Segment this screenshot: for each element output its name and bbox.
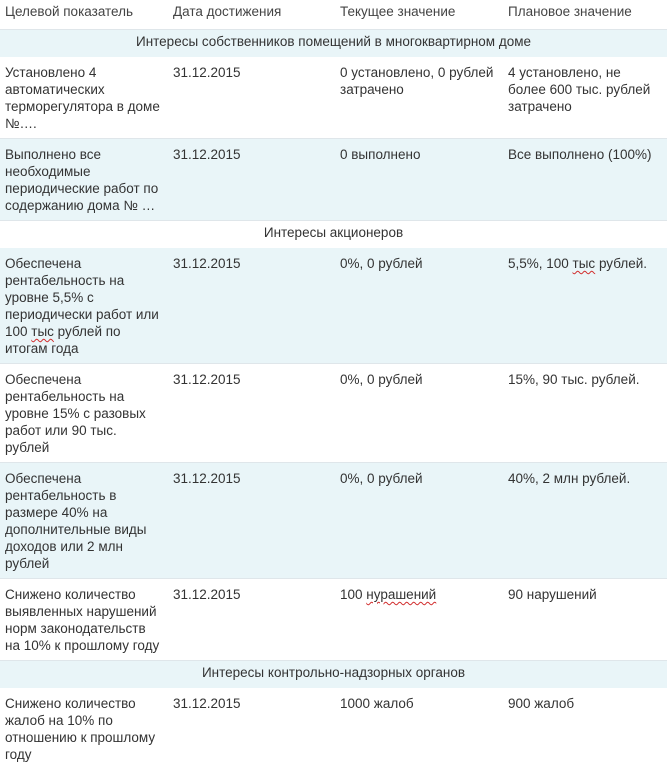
date-cell: 31.12.2015 bbox=[168, 579, 335, 661]
header-row bbox=[0, 0, 667, 30]
date-cell: 31.12.2015 bbox=[168, 248, 335, 364]
header-planned: Плановое значение bbox=[503, 0, 667, 30]
header-current: Текущее значение bbox=[335, 0, 503, 30]
section-shareholders: Интересы акционеров bbox=[0, 221, 667, 249]
planned-value-cell: 900 жалоб bbox=[503, 688, 667, 769]
indicator-cell: Выполнено все необходимые периодические работ по содержанию дома № … bbox=[0, 139, 168, 221]
misspelled-word: нурашений bbox=[366, 587, 437, 602]
current-value-cell bbox=[335, 579, 503, 661]
table-row bbox=[0, 248, 667, 364]
date-cell: 31.12.2015 bbox=[168, 688, 335, 769]
current-value-cell: 1000 жалоб bbox=[335, 688, 503, 769]
planned-value-cell: 4 установлено, не более 600 тыс. рублей затрачено bbox=[503, 57, 667, 139]
current-text: 100 bbox=[340, 587, 367, 602]
misspelled-word: тыс bbox=[31, 324, 54, 339]
section-row bbox=[0, 30, 667, 58]
table-row bbox=[0, 688, 667, 769]
indicator-cell: Обеспечена рентабельность в размере 40% на дополнительные виды доходов или 2 млн рублей bbox=[0, 463, 168, 579]
indicator-cell: Снижено количество выявленных нарушений норм законодательств на 10% к прошлому году bbox=[0, 579, 168, 661]
planned-text: 5,5%, 100 bbox=[508, 256, 573, 271]
indicator-text: Обеспечена рентабельность на уровне 5,5% с периодически работ или 100 bbox=[5, 256, 159, 339]
date-cell: 31.12.2015 bbox=[168, 57, 335, 139]
current-value-cell: 0 выполнено bbox=[335, 139, 503, 221]
indicator-cell: Установлено 4 автоматических терморегулятора в доме №…. bbox=[0, 57, 168, 139]
planned-text: рублей. bbox=[595, 256, 647, 271]
table-row bbox=[0, 57, 667, 139]
table-row bbox=[0, 139, 667, 221]
misspelled-word: тыс bbox=[572, 256, 596, 271]
date-cell: 31.12.2015 bbox=[168, 463, 335, 579]
indicator-cell bbox=[0, 248, 168, 364]
table-row bbox=[0, 463, 667, 579]
date-cell: 31.12.2015 bbox=[168, 139, 335, 221]
section-owners: Интересы собственников помещений в многоквартирном доме bbox=[0, 30, 667, 58]
table-row bbox=[0, 579, 667, 661]
indicator-cell: Снижено количество жалоб на 10% по отношению к прошлому году bbox=[0, 688, 168, 769]
section-row bbox=[0, 221, 667, 249]
planned-value-cell bbox=[503, 248, 667, 364]
table-row bbox=[0, 364, 667, 463]
header-date: Дата достижения bbox=[168, 0, 335, 30]
planned-value-cell: 15%, 90 тыс. рублей. bbox=[503, 364, 667, 463]
current-value-cell: 0 установлено, 0 рублей затрачено bbox=[335, 57, 503, 139]
section-row bbox=[0, 661, 667, 689]
planned-value-cell: 40%, 2 млн рублей. bbox=[503, 463, 667, 579]
section-regulators: Интересы контрольно-надзорных органов bbox=[0, 661, 667, 689]
date-cell: 31.12.2015 bbox=[168, 364, 335, 463]
header-indicator: Целевой показатель bbox=[0, 0, 168, 30]
indicator-cell: Обеспечена рентабельность на уровне 15% с разовых работ или 90 тыс. рублей bbox=[0, 364, 168, 463]
current-value-cell: 0%, 0 рублей bbox=[335, 248, 503, 364]
planned-value-cell: Все выполнено (100%) bbox=[503, 139, 667, 221]
current-value-cell: 0%, 0 рублей bbox=[335, 463, 503, 579]
current-value-cell: 0%, 0 рублей bbox=[335, 364, 503, 463]
planned-value-cell: 90 нарушений bbox=[503, 579, 667, 661]
indicator-text: рублей по итогам года bbox=[5, 324, 121, 356]
